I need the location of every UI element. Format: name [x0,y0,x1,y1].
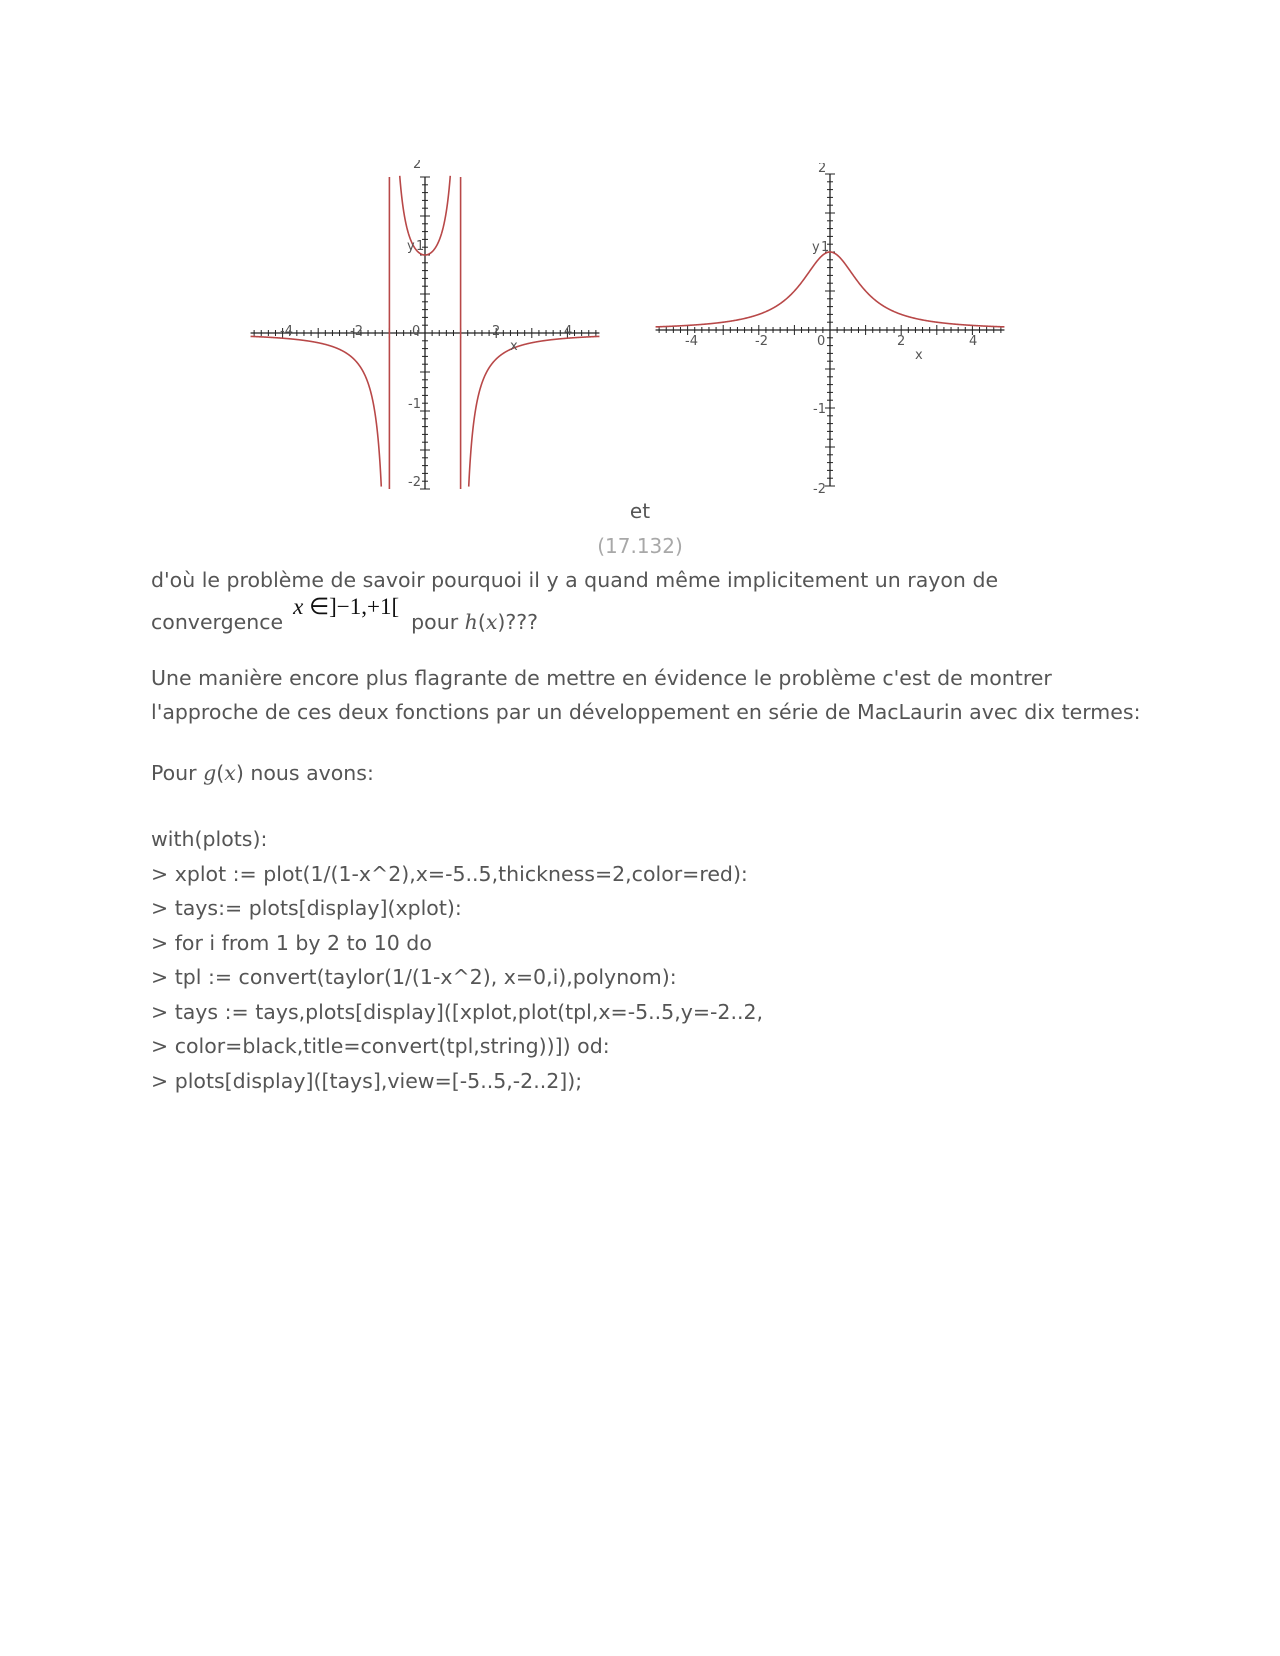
paragraph-line: l'approche de ces deux fonctions par un développement en série de MacLaurin avec dix termes: [151,700,1141,724]
function-argument: x [224,761,236,785]
code-line: > for i from 1 by 2 to 10 do [151,930,432,955]
y-tick-label: -1 [813,402,826,417]
text-pour: pour [411,610,459,634]
y-tick-label: 2 [413,160,422,172]
paragraph-pour-g [151,756,374,790]
x-tick-label: -4 [685,334,698,349]
x-tick-label: 4 [969,334,978,349]
code-line: > tpl := convert(taylor(1/(1-x^2), x=0,i),polynom): [151,965,677,989]
x-tick-label: -2 [755,334,768,349]
code-line: > tays:= plots[display](xplot): [151,896,462,920]
paragraph-convergence [151,563,998,639]
code-line: > color=black,title=convert(tpl,string))]) od: [151,1034,610,1058]
x-tick-label: 0 [412,324,421,339]
plot-g [250,160,610,490]
code-line: with(plots): [151,827,268,851]
code-line: > xplot := plot(1/(1-x^2),x=-5..5,thickness=2,color=red): [151,861,748,886]
x-axis-label: x [915,348,923,363]
plot-h [655,163,1015,493]
text-nous-avons: nous avons: [250,761,374,785]
y-axis-label: y [812,240,820,255]
code-line: > tays := tays,plots[display]([xplot,plot(tpl,x=-5..5,y=-2..2, [151,999,764,1024]
y-tick-label: 1 [821,240,830,255]
code-line: > plots[display]([tays],view=[-5..5,-2..2]); [151,1068,583,1093]
paragraph-line: convergencex ∈]−1,+1[pour h(x)??? [151,594,539,634]
series-curve [469,336,600,486]
paragraph-line: Une manière encore plus flagrante de mettre en évidence le problème c'est de montrer [151,666,1052,690]
paragraph-line: Pour g(x) nous avons: [151,761,374,785]
maple-code-block [151,822,763,1098]
x-tick-label: 2 [897,334,906,349]
series-curve [251,336,382,486]
x-tick-label: 0 [817,334,826,349]
y-axis-label: y [407,239,415,254]
paragraph-line: d'où le problème de savoir pourquoi il y a quand même implicitement un rayon de [151,568,999,592]
axes [656,174,1005,486]
y-tick-label: 2 [818,163,827,176]
y-tick-label: -2 [813,482,826,493]
text-pour: Pour [151,761,197,785]
y-tick-label: 1 [416,239,425,254]
interval-formula [293,594,399,619]
text-convergence: convergence [151,610,284,634]
axes [251,177,600,489]
function-name: g [203,761,217,785]
equation-number: (17.132) [597,534,683,558]
caption-et: et [629,499,651,523]
y-tick-label: -1 [408,397,421,412]
x-axis-label: x [510,339,518,354]
function-name: h [464,610,478,634]
paragraph-maclaurin [151,661,1140,729]
function-argument: x [485,610,498,634]
y-tick-label: -2 [408,475,421,490]
x-tick-label: 4 [564,324,573,339]
x-tick-label: 2 [492,324,501,339]
text-question-marks: ??? [505,610,539,634]
interval-variable: x [293,594,304,619]
x-tick-label: -4 [280,324,293,339]
x-tick-label: -2 [350,324,363,339]
interval-range: ∈]−1,+1[ [303,594,400,619]
